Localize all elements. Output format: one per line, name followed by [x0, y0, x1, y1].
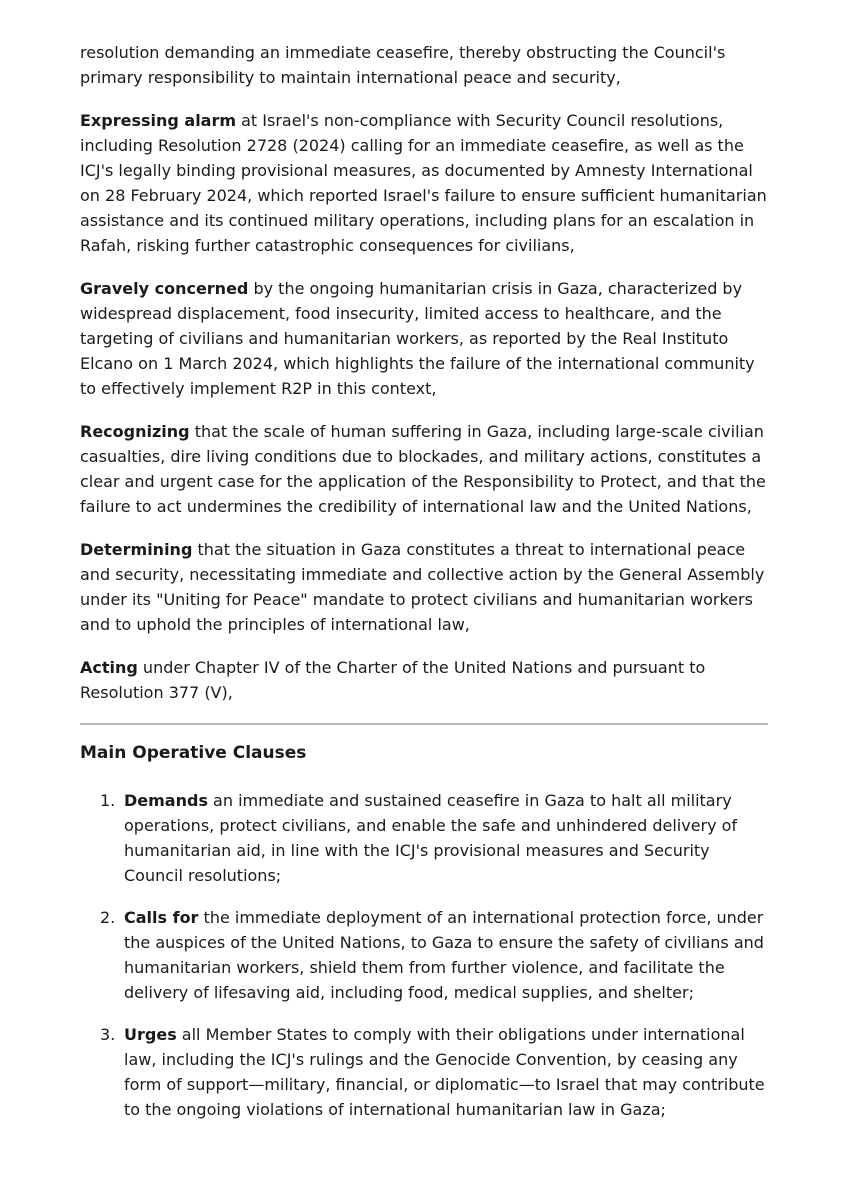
preambular-clause-gravely-concerned — [80, 276, 768, 401]
clause-text: under Chapter IV of the Charter of the United Nations and pursuant to Resolution 377 (V), — [80, 658, 706, 702]
preambular-clause-determining — [80, 537, 768, 637]
clause-body — [124, 905, 768, 1005]
clause-lead: Determining — [80, 540, 193, 559]
clause-lead: Calls for — [124, 908, 199, 927]
clause-text: an immediate and sustained ceasefire in Gaza to halt all military operations, protect civilians, and enable the safe and unhindered delivery of humanitarian aid, in line with the ICJ's provisional measures and Security Council resolutions; — [124, 791, 738, 885]
continuation-paragraph — [80, 40, 768, 90]
clause-lead: Recognizing — [80, 422, 190, 441]
continuation-text: resolution demanding an immediate ceasefire, thereby obstructing the Council's primary responsibility to maintain international peace and security, — [80, 43, 726, 87]
operative-clause-calls-for — [100, 905, 768, 1005]
clause-lead: Demands — [124, 791, 208, 810]
clause-text: that the scale of human suffering in Gaza, including large-scale civilian casualties, dire living conditions due to blockades, and military actions, constitutes a clear and urgent case for the application of the Responsibility to Protect, and that the failure to act undermines the credibility of international law and the United Nations, — [80, 422, 766, 516]
operative-clause-demands — [100, 788, 768, 888]
clause-lead: Expressing alarm — [80, 111, 237, 130]
clause-body — [124, 788, 768, 888]
clause-number: 3. — [100, 1025, 116, 1044]
operative-clause-urges — [100, 1022, 768, 1122]
clause-number: 1. — [100, 791, 116, 810]
clause-lead: Acting — [80, 658, 138, 677]
clause-body — [124, 1022, 768, 1122]
section-heading: Main Operative Clauses — [80, 743, 307, 763]
section-divider — [80, 723, 768, 725]
clause-text: by the ongoing humanitarian crisis in Gaza, characterized by widespread displacement, food insecurity, limited access to healthcare, and the targeting of civilians and humanitarian workers, as reported by the Real Instituto Elcano on 1 March 2024, which highlights the failure of the international community to effectively implement R2P in this context, — [80, 279, 755, 398]
preambular-clause-acting — [80, 655, 768, 705]
preambular-clause-recognizing — [80, 419, 768, 519]
clause-lead: Urges — [124, 1025, 177, 1044]
operative-clauses-list — [80, 788, 768, 1122]
preambular-clause-expressing-alarm — [80, 108, 768, 258]
clause-lead: Gravely concerned — [80, 279, 249, 298]
clause-text: that the situation in Gaza constitutes a threat to international peace and security, necessitating immediate and collective action by the General Assembly under its "Uniting for Peace" mandate to protect civilians and humanitarian workers and to uphold the principles of international law, — [80, 540, 765, 634]
clause-number: 2. — [100, 908, 116, 927]
clause-text: at Israel's non-compliance with Security Council resolutions, including Resolution 2728 (2024) calling for an immediate ceasefire, as well as the ICJ's legally binding provisional measures, as documented by Amnesty International on 28 February 2024, which reported Israel's failure to ensure sufficient humanitarian assistance and its continued military operations, including plans for an escalation in Rafah, risking further catastrophic consequences for civilians, — [80, 111, 767, 255]
clause-text: all Member States to comply with their obligations under international law, including the ICJ's rulings and the Genocide Convention, by ceasing any form of support—military, financial, or diplomatic—to Israel that may contribute to the ongoing violations of international humanitarian law in Gaza; — [124, 1025, 765, 1119]
clause-text: the immediate deployment of an international protection force, under the auspices of the United Nations, to Gaza to ensure the safety of civilians and humanitarian workers, shield them from further violence, and facilitate the delivery of lifesaving aid, including food, medical supplies, and shelter; — [124, 908, 764, 1002]
